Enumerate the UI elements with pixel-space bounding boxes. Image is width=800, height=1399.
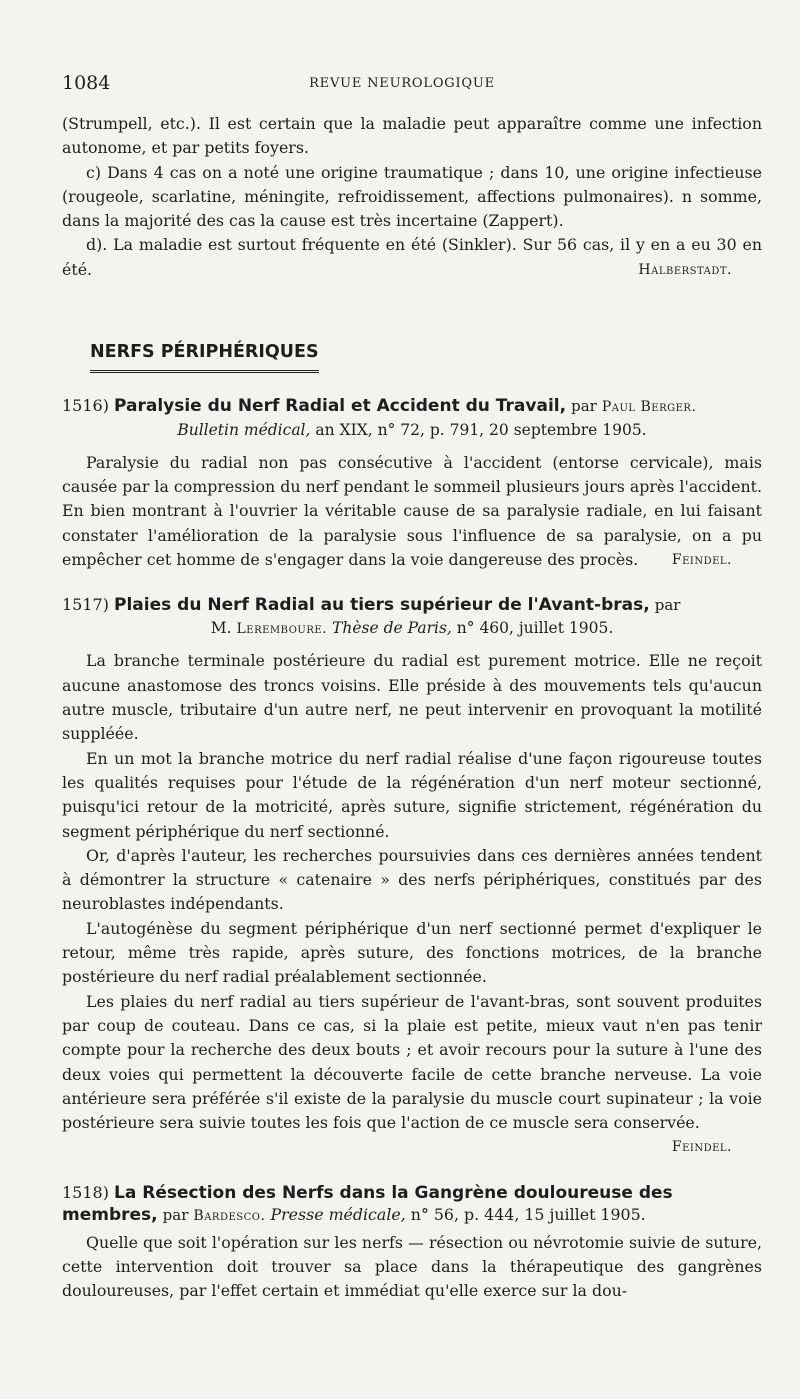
entry-1517-signature: Feindel. — [671, 1139, 732, 1156]
entry-1517-citation — [62, 616, 762, 641]
entry-1516-signature: Feindel. — [671, 551, 732, 568]
entry-1518-citation-details: n° 56, p. 444, 15 juillet 1905. — [410, 1204, 646, 1224]
entry-1517-title: Plaies du Nerf Radial au tiers supérieur de l'Avant-bras, — [114, 595, 650, 616]
entry-1517-paragraph-5-text: Les plaies du nerf radial au tiers supérieur de l'avant-bras, sont souvent produites par coup de couteau. Dans ce cas, si la plaie est petite, mieux vaut n'en pas tenir compte pour la recherche des deux bouts ; et avoir recours pour la suture à l'une des deux voies qui permettent la découverte facile de cette branche nerveuse. La voie antérieure sera préférée s'il existe de la paralysie du muscle court supinateur ; la voie postérieure sera suivie toutes les fois que l'action de ce muscle sera conservée. — [62, 991, 762, 1133]
entry-1518 — [62, 1182, 762, 1304]
entry-1517-citation-details: n° 460, juillet 1905. — [456, 619, 614, 638]
entry-1517-author-prefix: M. — [210, 619, 232, 638]
entry-1517-paragraph-1: La branche terminale postérieure du radial est purement motrice. Elle ne reçoit aucune anastomose des troncs voisins. Elle préside à des mouvements tels qu'aucun autre muscle, tributaire d'un autre nerf, ne peut intervenir en provoquant la motilité suppléée. — [62, 651, 762, 744]
entry-1517-body — [62, 649, 762, 1159]
entry-1517 — [62, 594, 762, 1160]
entry-1517-by: par — [654, 596, 681, 615]
signature-halberstadt: Halberstadt. — [638, 261, 732, 278]
entry-1518-author: Bardesco. — [193, 1207, 266, 1224]
intro-paragraph-1: (Strumpell, etc.). Il est certain que la maladie peut apparaître comme une infection autonome, et par petits foyers. — [62, 114, 762, 158]
entry-1516-by: par — [571, 397, 597, 416]
entry-1518-heading — [62, 1182, 762, 1227]
entry-1516-paragraph-text: Paralysie du radial non pas consécutive à l'accident (entorse cervicale), mais causée par la compression du nerf pendant le sommeil plusieurs jours après l'accident. En bien montrant à l'ouvrier la véritable cause de sa paralysie radiale, en lui faisant constater l'amélioration de la paralysie sous l'influence de sa paralysie, on a pu empêcher cet homme de s'engager dans la voie dangereuse des procès. — [62, 452, 762, 569]
entry-1518-paragraph-1: Quelle que soit l'opération sur les nerfs — résection ou névrotomie suivie de suture, cette intervention doit trouver sa place dans la thérapeutique des gangrènes douloureuses, par l'effet certain et immédiat qu'elle exerce sur la dou- — [62, 1232, 762, 1301]
entry-1517-heading — [62, 594, 762, 616]
page-number: 1084 — [62, 72, 111, 94]
entry-1516 — [62, 395, 762, 572]
entry-1516-heading — [62, 395, 762, 418]
entry-1517-paragraph-5 — [62, 990, 762, 1156]
entry-1516-citation — [62, 418, 762, 442]
entry-1517-number: 1517) — [62, 595, 109, 615]
entry-1517-paragraph-3: Or, d'après l'auteur, les recherches poursuivies dans ces dernières années tendent à démontrer la structure « catenaire » des nerfs périphériques, constitués par des neuroblastes indépendants. — [62, 845, 762, 914]
entry-1516-title: Paralysie du Nerf Radial et Accident du Travail, — [114, 396, 567, 417]
intro-paragraph-2: c) Dans 4 cas on a noté une origine traumatique ; dans 10, une origine infectieuse (rougeole, scarlatine, méningite, refroidissement, affections pulmonaires). n somme, dans la majorité des cas la cause est très incertaine (Zappert). — [62, 162, 762, 231]
page-header — [62, 72, 742, 96]
section-title: NERFS PÉRIPHÉRIQUES — [90, 340, 319, 373]
entry-1517-author: Lerembourе. — [236, 621, 328, 638]
entry-1518-title: La Résection des Nerfs dans la Gangrène douloureuse des membres, — [62, 1182, 673, 1225]
entry-1516-number: 1516) — [62, 396, 109, 416]
entry-1518-journal: Presse médicale, — [270, 1204, 406, 1224]
intro-paragraph-3-text: d). La maladie est surtout fréquente en été (Sinkler). Sur 56 cas, il y en a eu 30 en été. — [62, 235, 762, 279]
entry-1516-citation-details: an XIX, n° 72, p. 791, 20 septembre 1905. — [315, 421, 647, 440]
entry-1516-author: Paul Berger. — [601, 399, 697, 416]
entry-1516-body — [62, 451, 762, 572]
entry-1516-journal: Bulletin médical, — [177, 421, 311, 440]
entry-1517-paragraph-2: En un mot la branche motrice du nerf radial réalise d'une façon rigoureuse toutes les qualités requises pour l'étude de la régénération d'un nerf moteur sectionné, puisqu'ici retour de la motricité, après suture, signifie strictement, régénération du segment périphérique du nerf sectionné. — [62, 748, 762, 841]
entry-1516-paragraph — [62, 451, 762, 572]
entry-1518-number: 1518) — [62, 1182, 109, 1202]
entry-1517-paragraph-4: L'autogénèse du segment périphérique d'un nerf sectionné permet d'expliquer le retour, même très rapide, après suture, des fonctions motrices, de la branche postérieure du nerf radial préalablement sectionnée. — [62, 918, 762, 987]
entry-1518-body — [62, 1231, 762, 1304]
page-content — [62, 112, 762, 1304]
entry-1518-by: par — [162, 1205, 189, 1224]
intro-paragraph-3 — [62, 233, 762, 282]
running-head: REVUE NEUROLOGIQUE — [309, 76, 495, 91]
entry-1517-journal: Thèse de Paris, — [332, 619, 452, 638]
